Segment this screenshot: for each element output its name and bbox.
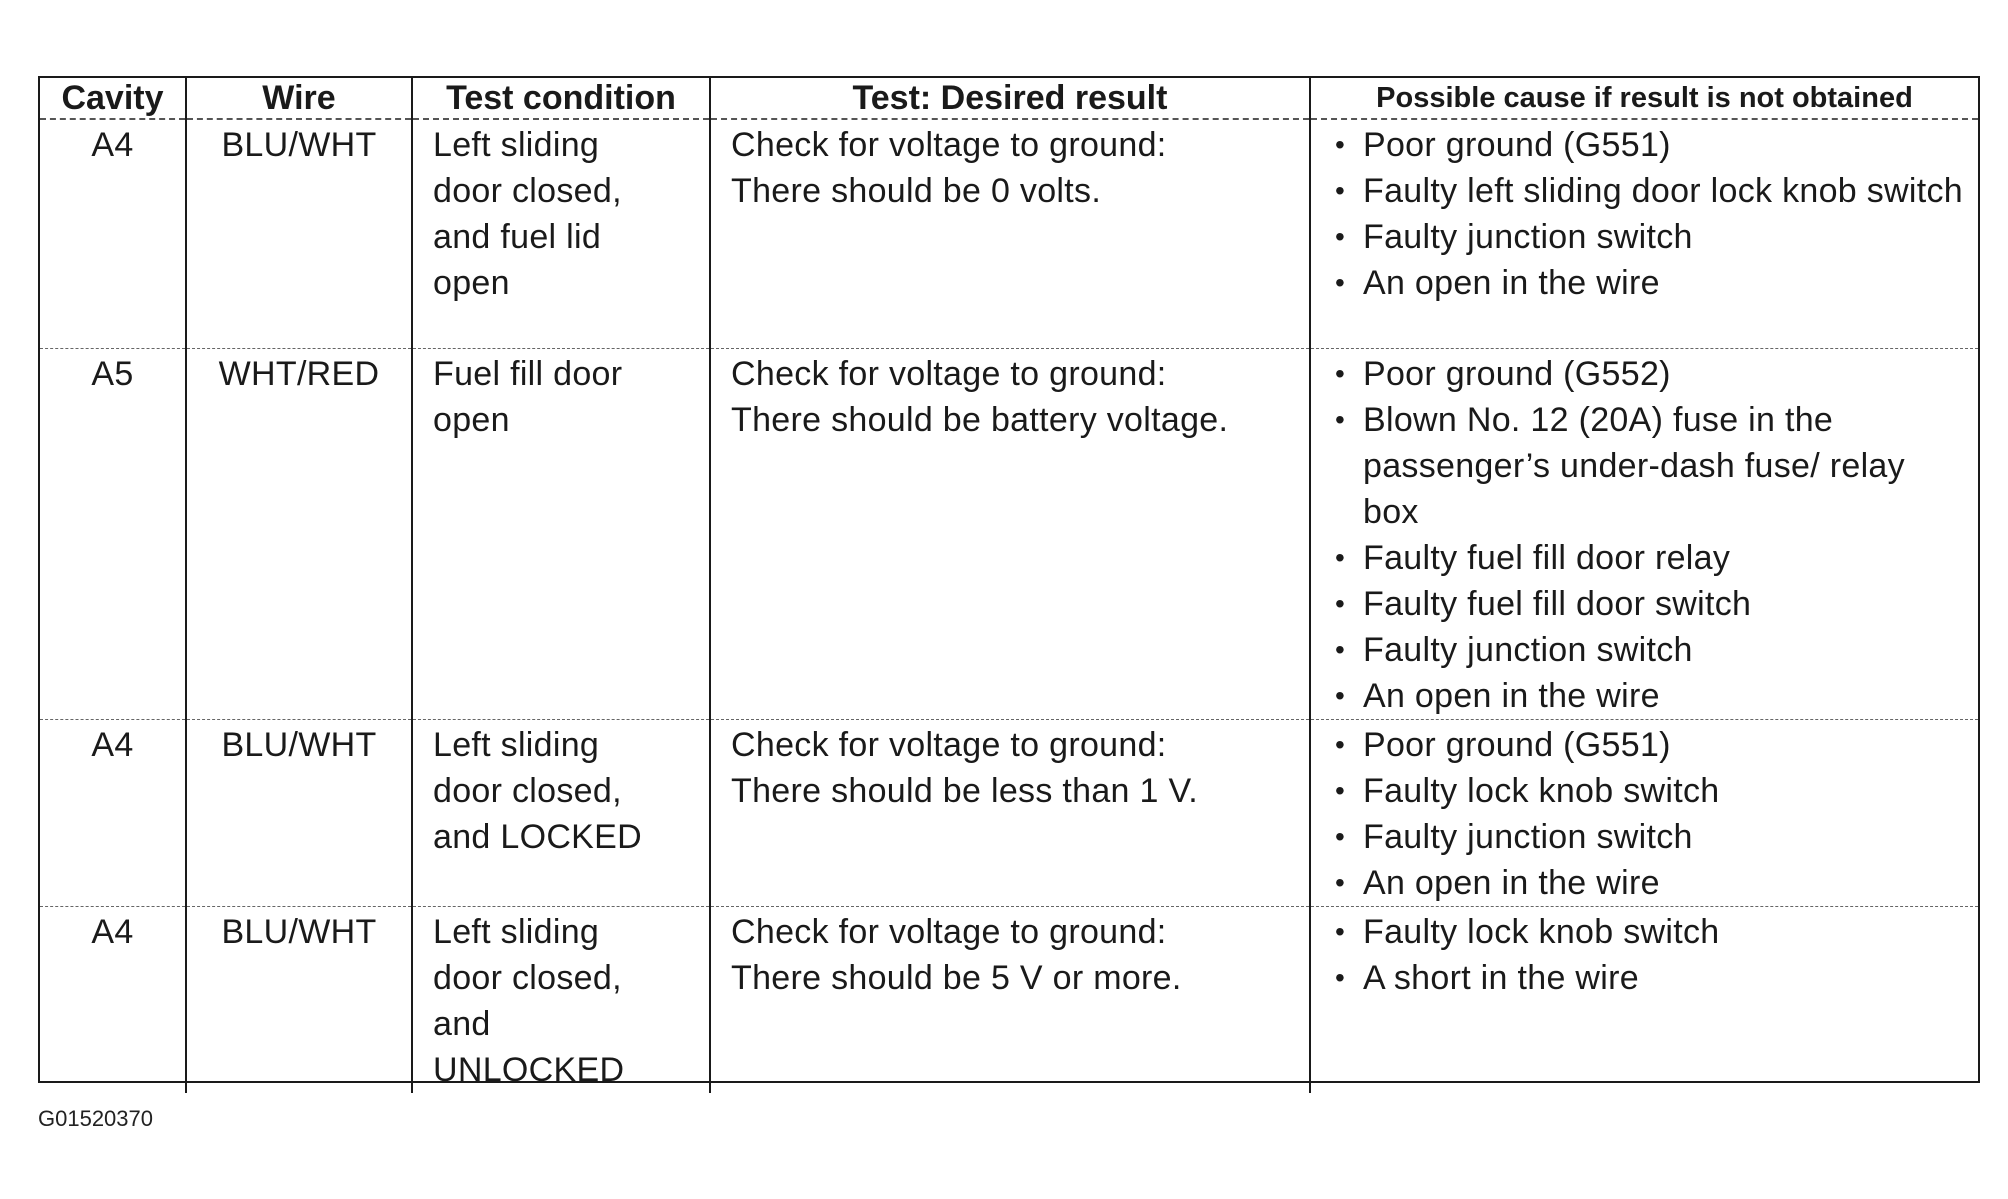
- possible-cause-cell: [1310, 907, 1978, 1094]
- test-condition-cell: [412, 349, 710, 720]
- cavity-cell: A4: [40, 720, 186, 907]
- possible-cause-item: • Blown No. 12 (20A) fuse in the passenger’s under-dash fuse/ relay box: [1331, 397, 1970, 535]
- possible-cause-item: • A short in the wire: [1331, 955, 1970, 1001]
- test-condition-line: and: [433, 1005, 491, 1043]
- header-cavity: Cavity: [40, 78, 186, 119]
- possible-cause-item: • An open in the wire: [1331, 673, 1970, 719]
- possible-cause-cell: [1310, 349, 1978, 720]
- desired-result-line: Check for voltage to ground:: [731, 355, 1167, 393]
- possible-cause-item: • Poor ground (G552): [1331, 351, 1970, 397]
- possible-cause-item: • Faulty lock knob switch: [1331, 909, 1970, 955]
- header-test-condition: Test condition: [412, 78, 710, 119]
- possible-cause-item: • Faulty lock knob switch: [1331, 768, 1970, 814]
- possible-cause-list: [1331, 351, 1970, 719]
- possible-cause-cell: [1310, 720, 1978, 907]
- desired-result-line: There should be 0 volts.: [731, 172, 1102, 210]
- figure-id: G01520370: [38, 1106, 153, 1131]
- troubleshooting-table: [40, 78, 1978, 1093]
- possible-cause-item: • Faulty fuel fill door relay: [1331, 535, 1970, 581]
- test-condition-line: Fuel fill door: [433, 355, 623, 393]
- test-condition-line: UNLOCKED: [433, 1051, 625, 1089]
- header-wire: Wire: [186, 78, 412, 119]
- desired-result-cell: [710, 119, 1310, 349]
- troubleshooting-table-frame: [38, 76, 1980, 1089]
- desired-result-line: Check for voltage to ground:: [731, 726, 1167, 764]
- possible-cause-item: • An open in the wire: [1331, 860, 1970, 906]
- possible-cause-list: [1331, 909, 1970, 1001]
- possible-cause-item: • Poor ground (G551): [1331, 722, 1970, 768]
- possible-cause-item: • Poor ground (G551): [1331, 122, 1970, 168]
- desired-result-line: Check for voltage to ground:: [731, 126, 1167, 164]
- desired-result-cell: [710, 720, 1310, 907]
- desired-result-line: There should be less than 1 V.: [731, 772, 1199, 810]
- table-row: [40, 349, 1978, 720]
- test-condition-line: open: [433, 264, 510, 302]
- header-desired-result: Test: Desired result: [710, 78, 1310, 119]
- test-condition-cell: [412, 720, 710, 907]
- possible-cause-cell: [1310, 119, 1978, 349]
- test-condition-line: open: [433, 401, 510, 439]
- table-body: [40, 119, 1978, 1093]
- cavity-cell: A5: [40, 349, 186, 720]
- possible-cause-item: • Faulty junction switch: [1331, 627, 1970, 673]
- header-possible-cause: Possible cause if result is not obtained: [1310, 78, 1978, 119]
- test-condition-line: and fuel lid: [433, 218, 602, 256]
- desired-result-cell: [710, 349, 1310, 720]
- table-row: [40, 119, 1978, 349]
- test-condition-line: door closed,: [433, 772, 622, 810]
- test-condition-line: and LOCKED: [433, 818, 642, 856]
- wire-cell: BLU/WHT: [186, 720, 412, 907]
- table-row: [40, 720, 1978, 907]
- desired-result-cell: [710, 907, 1310, 1094]
- cavity-cell: A4: [40, 119, 186, 349]
- test-condition-line: Left sliding: [433, 726, 600, 764]
- wire-cell: WHT/RED: [186, 349, 412, 720]
- header-row: [40, 78, 1978, 119]
- desired-result-line: There should be 5 V or more.: [731, 959, 1182, 997]
- wire-cell: BLU/WHT: [186, 119, 412, 349]
- test-condition-line: Left sliding: [433, 126, 600, 164]
- possible-cause-list: [1331, 122, 1970, 306]
- table-row: [40, 907, 1978, 1094]
- desired-result-line: Check for voltage to ground:: [731, 913, 1167, 951]
- test-condition-line: door closed,: [433, 172, 622, 210]
- cavity-cell: A4: [40, 907, 186, 1094]
- possible-cause-list: [1331, 722, 1970, 906]
- test-condition-cell: [412, 907, 710, 1094]
- possible-cause-item: • Faulty junction switch: [1331, 814, 1970, 860]
- test-condition-line: door closed,: [433, 959, 622, 997]
- possible-cause-item: • Faulty fuel fill door switch: [1331, 581, 1970, 627]
- wire-cell: BLU/WHT: [186, 907, 412, 1094]
- possible-cause-item: • An open in the wire: [1331, 260, 1970, 306]
- test-condition-cell: [412, 119, 710, 349]
- test-condition-line: Left sliding: [433, 913, 600, 951]
- possible-cause-item: • Faulty junction switch: [1331, 214, 1970, 260]
- possible-cause-item: • Faulty left sliding door lock knob switch: [1331, 168, 1970, 214]
- desired-result-line: There should be battery voltage.: [731, 401, 1229, 439]
